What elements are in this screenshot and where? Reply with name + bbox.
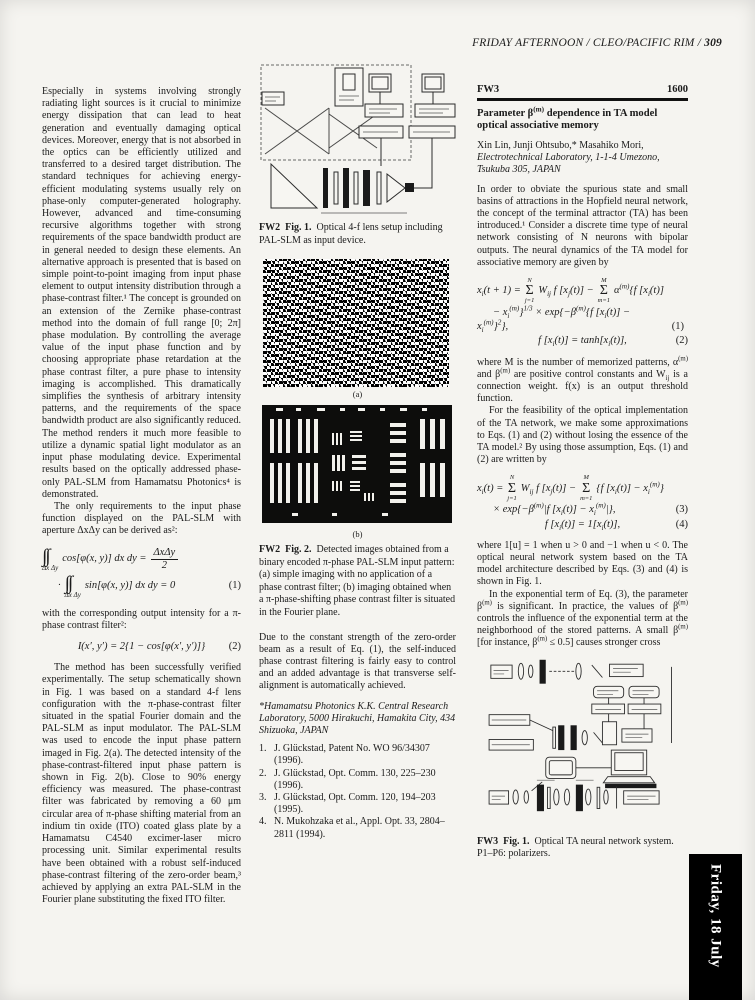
running-header [472, 37, 722, 49]
equation-text: $\alpha^{(m)}\{f$ $[x_i(t)]$ [614, 282, 664, 299]
equation-2-left [42, 641, 241, 653]
equation-3-right [477, 475, 688, 530]
column-middle [259, 62, 456, 841]
equation-1-left [42, 547, 241, 599]
paragraph: where 1[u] = 1 when u > 0 and −1 when u < 0. The optical neural network system based on the TA model architecture described by Eqs. (3) and (4) is shown in Fig. 1. [477, 539, 688, 588]
equation-number: (4) [675, 518, 688, 530]
reference-list [259, 743, 456, 841]
figure-fw2-2-caption: FW2 Fig. 2. Detected images obtained from a binary encoded π-phase PAL-SLM input pattern: (a) simple imaging with no application of a phase contrast filter; (b) imaging obtained when a π-phase-shifting phase contrast filter is situated in the Fourier plane. [259, 544, 456, 618]
summation: N Σ j=1 [507, 474, 517, 502]
equation-text: f $[x_i(t)] = 1[x_i(t)]$, [544, 518, 621, 532]
figure-fw2-2a [259, 259, 456, 400]
figure-fw2-1 [259, 62, 456, 218]
equation-number: (2) [228, 641, 241, 653]
paragraph: Due to the constant strength of the zero-order beam as a result of Eq. (1), the self-induced phase contrast filtering is fairly easy to control and an added advantage is that transverse self-alignment is automatically achieved. [259, 631, 456, 692]
session-header [477, 84, 688, 96]
equation-text: cos[φ(x, y)] dx dy = [62, 552, 147, 564]
paragraph: where M is the number of memorized patterns, $\alpha^{(m)}$ and $\beta^{(m)}$ are positive control constants and $W_{ij}$ is a connection weight. f(x) is an output threshold function. [477, 355, 688, 405]
session-code: FW3 [477, 84, 500, 95]
authors: Xin Lin, Junji Ohtsubo,* Masahiko Mori, [477, 139, 644, 151]
paragraph: In order to obviate the spurious state and small basins of attractions in the Hopfield neural network, the concept of the terminal attractor (TA) has been introduced.¹ Consider a discrete time type of neural network consisting of N neurons with bipolar outputs. The neural dynamics of the TA model for associative memory are given by [477, 183, 688, 268]
equation-text: $x_i^{(m)}\}^2$}, [477, 318, 509, 335]
subfigure-label-b: (b) [352, 528, 363, 539]
equation-number: (1) [671, 321, 684, 333]
session-rule [477, 98, 688, 101]
page-number: 309 [704, 37, 722, 49]
reference-item: 4. N. Mukohzaka et al., Appl. Opt. 33, 2804–2811 (1994). [259, 816, 445, 840]
day-tab-label: Friday, 18 July [707, 864, 724, 968]
equation-text: − $x_i^{(m)}\}^{1/3} \times \exp\{-\beta^{(m)}\{f$ $[x_i(t)]$ − [493, 304, 631, 321]
fraction: $\frac{\text{ΔxΔy}}{2}$ [151, 547, 179, 572]
session-time: 1600 [667, 84, 688, 95]
equation-text: {f $[x_i(t)] - x_i^{(m)}$} [596, 480, 664, 496]
reference-item: 1. J. Glückstad, Patent No. WO 96/34307 (1996). [259, 743, 430, 767]
equation-number: (2) [675, 335, 688, 347]
equation-text: f $[x_i(t)] = \tanh[x_i(t)]$, [538, 335, 627, 349]
column-right [477, 84, 688, 873]
figure-fw3-1-caption: FW3 Fig. 1. Optical TA neural network system. P1–P6: polarizers. [477, 835, 674, 860]
optical-ta-network-diagram [477, 658, 688, 828]
affiliation: Electrotechnical Laboratory, 1-1-4 Umezono, Tsukuba 305, JAPAN [477, 152, 660, 176]
equation-text: × $\exp\{-\beta^{(m)}|f$ $[x_i(t)] - x_i^{(m)}|$}, [493, 501, 616, 518]
detected-image-b [262, 405, 452, 523]
equation-text: sin[φ(x, y)] dx dy = 0 [84, 580, 176, 592]
figure-fw2-2b [259, 405, 456, 540]
paper-title: Parameter $\beta^{(m)}$ dependence in TA model optical associative memory [477, 105, 658, 132]
summation: N Σ j=1 [524, 276, 535, 305]
running-header-text: FRIDAY AFTERNOON / CLEO/PACIFIC RIM / [472, 37, 702, 49]
equation-text: $x_i(t)$ = [477, 482, 504, 496]
equation-number: (3) [675, 504, 688, 516]
paragraph: For the feasibility of the optical implementation of the TA network, we make some approximations to Eqs. (1) and (2) without losing the essence of the TA model.² By using those assumption, Eqs. (1) and (2) are written by [477, 405, 688, 466]
reference-item: 2. J. Glückstad, Opt. Comm. 130, 225–230 (1996). [259, 767, 436, 791]
equation-dot: · [58, 580, 61, 592]
column-left [42, 86, 241, 906]
paragraph: In the exponential term of Eq. (3), the parameter $\beta^{(m)}$ is significant. In practice, the values of $\beta^{(m)}$ controls the influence of the exponential term at the neighborhood of the stored patterns. A small $\beta^{(m)}$ [for instance, $\beta^{(m)} \le 0.5$] causes stronger cross [477, 588, 688, 649]
equation-text: $W_{ij}$ f $[x_j(t)]$ − [538, 285, 594, 299]
detected-image-a [263, 259, 449, 387]
figure-fw3-1 [477, 658, 688, 832]
paragraph: Especially in systems involving strongly radiating light sources is it crucial to minimize energy dissipation that can lead to heat generation and eventually damaging optical devices. Moreover, energy that is not absorbed in the optics can be efficiently utilized and transferred to a desired target distribution. The standard techniques for achieving energy-efficient modulating systems usually rely on phase-only computer-generated holography. However, advanced and time-consuming recursive algorithms together with strong requirements of the space bandwidth product are in general needed to design these elements. An alternative approach is presented that is based on simple point-to-point imaging from input phase element to output intensity distribution through a phase-contrast filter.¹ The concept is grounded on an extension of the Zernike phase-contrast method into the domain of full range [0; 2π] phase modulation. By controlling the average value of the input phase function and by choosing appropriate phase retardation at the phase contrast filter, a pure phase to intensity imaging is accomplished. This dramatically simplifies the synthesis of arbitrary intensity patterns, and the requirements of the space bandwidth product are also significantly reduced. The method renders it much more feasible to utilize a dynamic spatial light modulator as an input phase modulating device. Experimental results based on the optically addressed phase-only PAL-SLM from Hamamatsu Photonics⁴ is demonstrated. [42, 86, 241, 500]
paragraph: The only requirements to the input phase function displayed on the PAL-SLM with aperture ΔxΔy can be derived as²: [42, 500, 241, 537]
subfigure-label-a: (a) [352, 389, 363, 400]
reference-item: 3. J. Glückstad, Opt. Comm. 120, 194–203 (1995). [259, 792, 436, 816]
summation: M Σ m=1 [597, 276, 611, 305]
equation-text: I(x′, y′) = 2{1 − cos[φ(x′, y′)]} [77, 641, 206, 653]
figure-fw2-1-caption: FW2 Fig. 1. Optical 4-f lens setup including PAL-SLM as input device. [259, 222, 443, 246]
double-integral: ∫∫ Δx Δy [42, 545, 59, 572]
equation-number: (1) [228, 580, 241, 592]
day-tab [689, 854, 742, 1000]
double-integral: ∫∫ Δx Δy [64, 572, 81, 599]
equation-1-right [477, 278, 688, 348]
optical-4f-setup-diagram [259, 62, 456, 214]
paragraph: The method has been successfully verified experimentally. The setup schematically shown in Fig. 1 was based on a standard 4-f lens configuration with the π-phase-contrast filter situated in the spatial Fourier domain and the PAL-SLM as input modulator. The PAL-SLM was used to encode the input phase pattern imaged in Fig. 2(a). The detected intensity of the phase-contrast-filtered input phase pattern is shown in Fig. 2(b). Close to 90% energy efficiency was measured. The phase-contrast filter was fabricated by removing a 60 μm circular area of π-phase shifting material from an indium tin oxide (ITO) coated glass plate by a Hamamatsu C4540 excimer-laser micro processing unit. Similar experimental results have been obtained with a robust self-induced phase-contrast filtering of the zero-order beam,³ achieved by applying an extra PAL-SLM in the Fourier plane substituting the fixed ITO filter. [42, 662, 241, 906]
equation-text: $W_{ij}$ f $[x_j(t)]$ − [520, 482, 577, 496]
affiliation-footnote: *Hamamatsu Photonics K.K. Central Research Laboratory, 5000 Hirakuchi, Hamakita City, 434 Shizuoka, JAPAN [259, 700, 456, 736]
paragraph: with the corresponding output intensity for a π-phase contrast filter²: [42, 607, 241, 631]
summation: M Σ m=1 [580, 474, 593, 502]
equation-text: $x_i(t + 1)$ = [477, 285, 521, 299]
